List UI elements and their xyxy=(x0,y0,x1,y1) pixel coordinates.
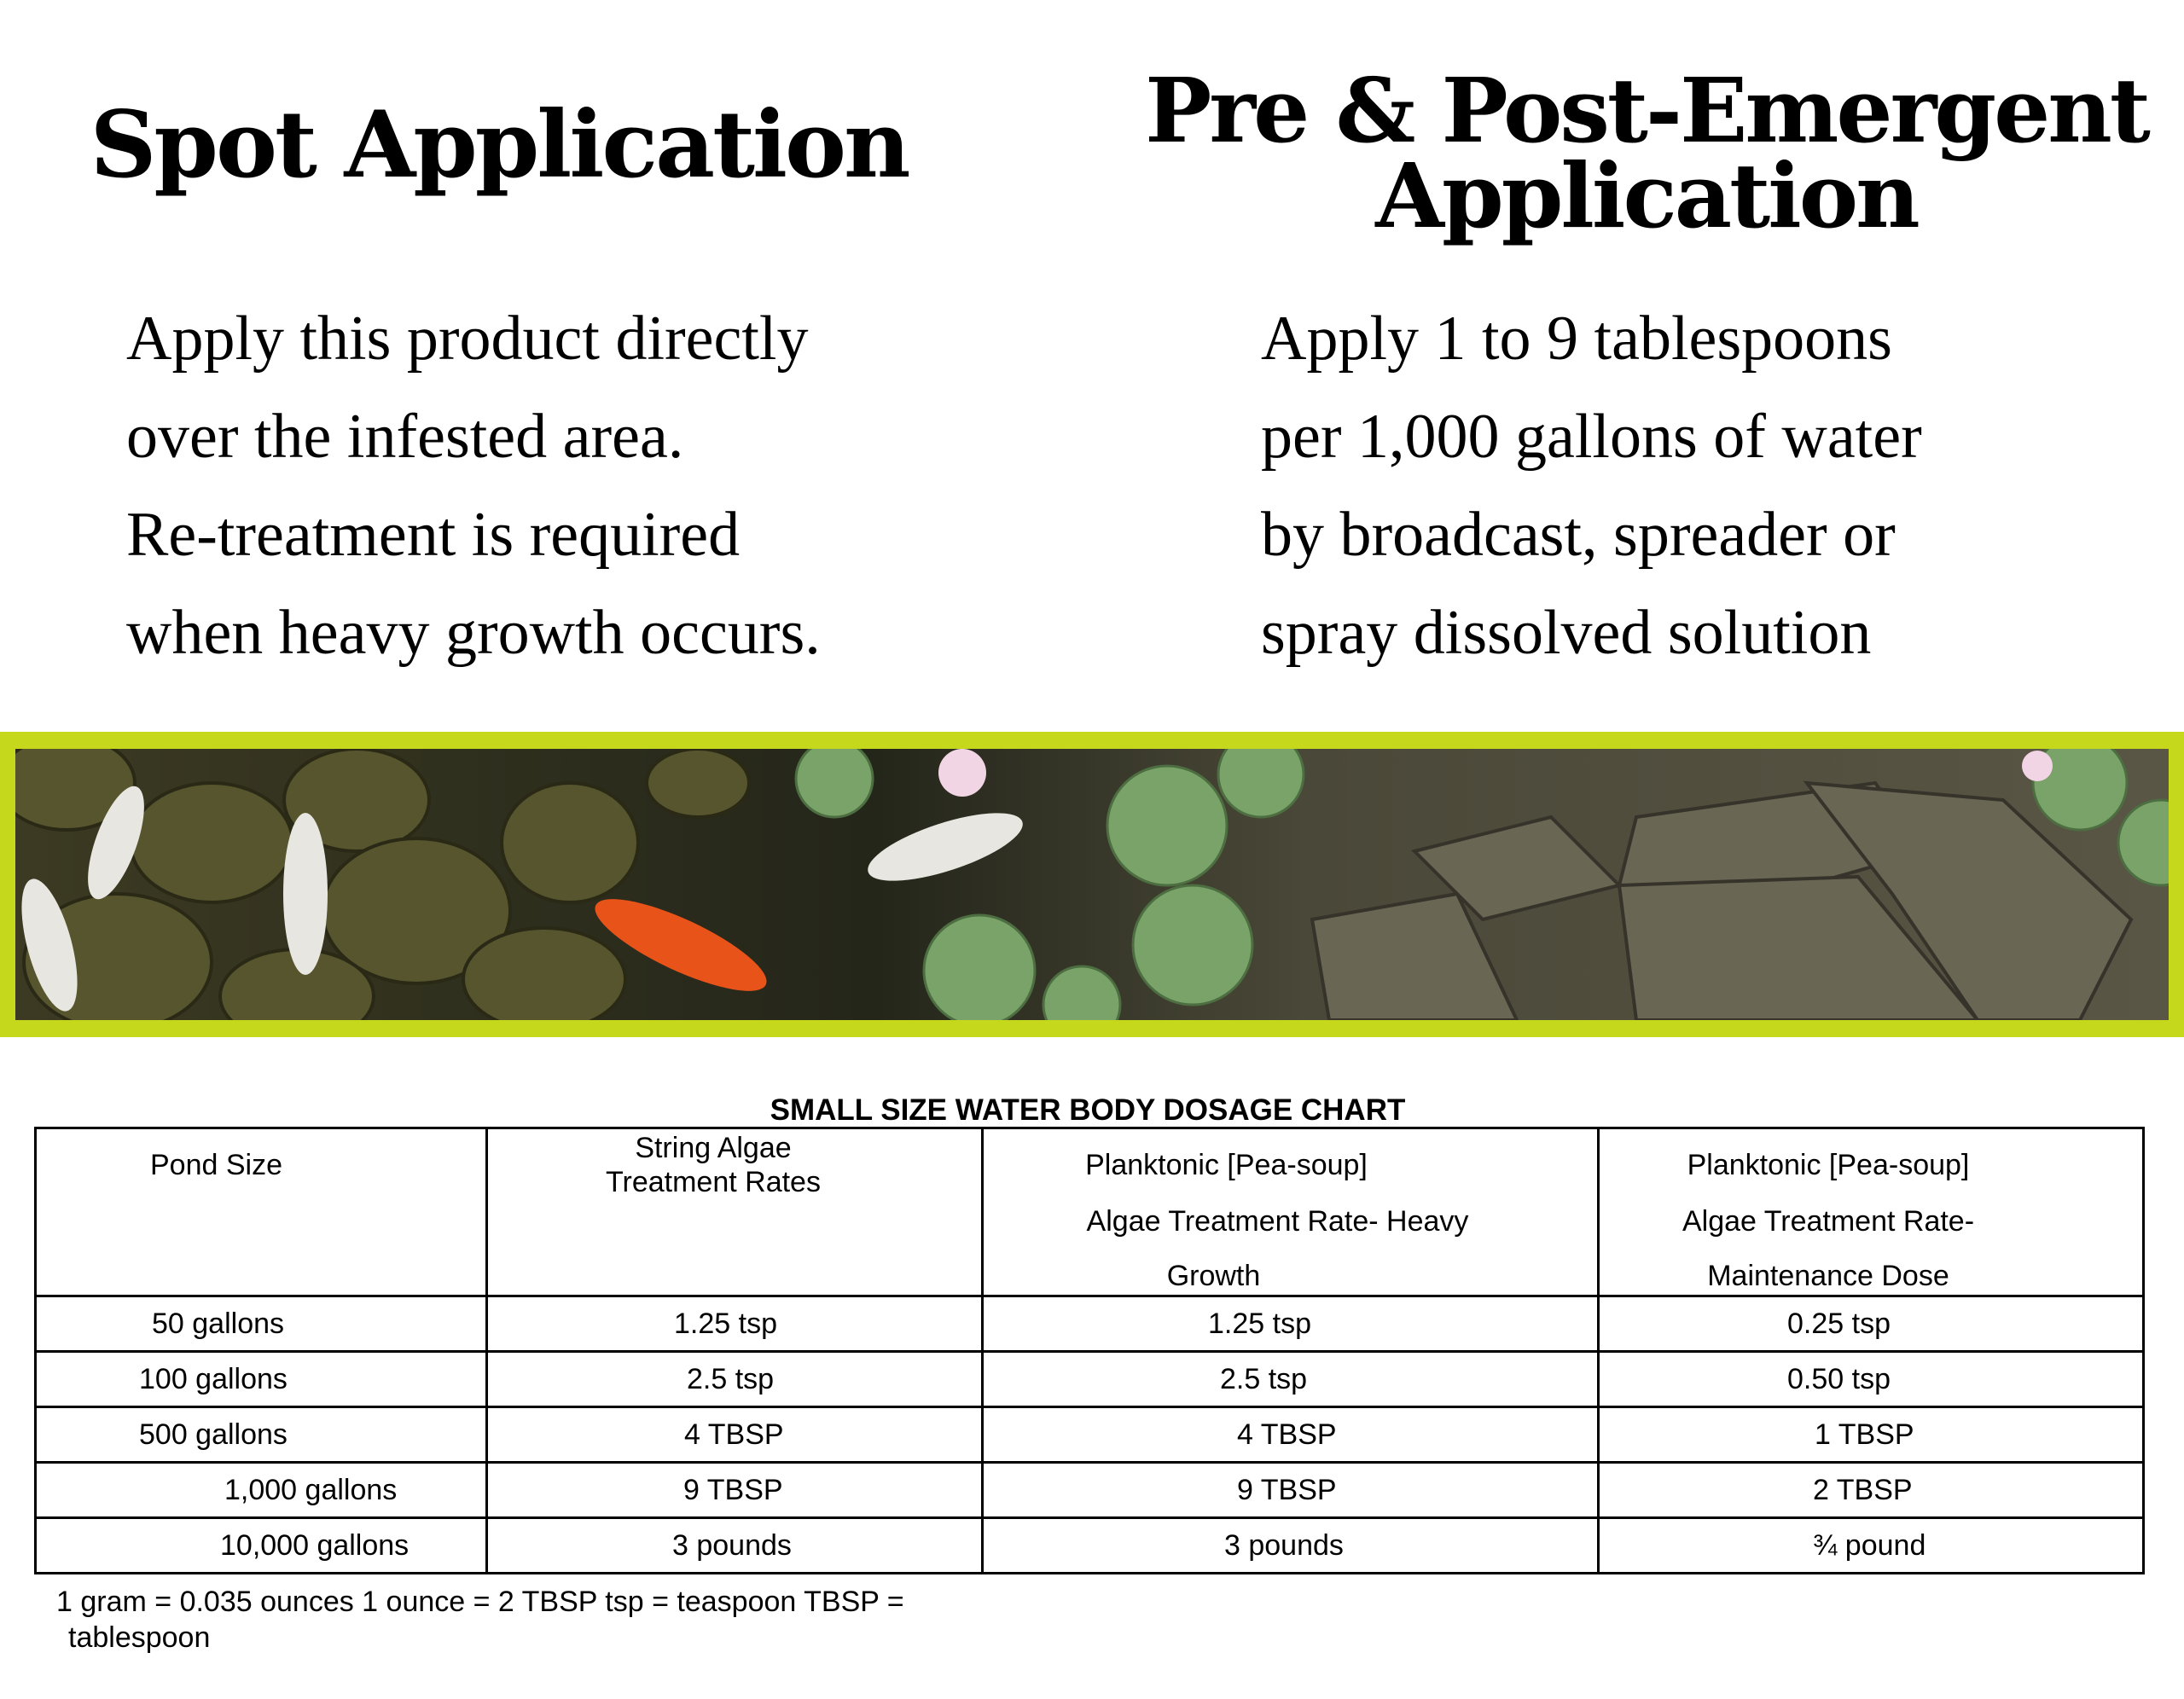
header-text: Pond Size xyxy=(150,1149,282,1181)
pre-post-title-line-1: Pre & Post-Emergent xyxy=(1145,58,2148,163)
heavy-growth-cell: 1.25 tsp xyxy=(983,1296,1599,1352)
spot-application-title: Spot Application xyxy=(90,91,909,199)
header-text: Maintenance Dose xyxy=(1707,1260,1949,1292)
dosage-chart-title: SMALL SIZE WATER BODY DOSAGE CHART xyxy=(770,1093,1406,1127)
pond-size-cell: 500 gallons xyxy=(36,1407,487,1463)
spot-text-line: when heavy growth occurs. xyxy=(126,598,821,668)
footnote-line: tablespoon xyxy=(68,1621,211,1654)
pond-size-cell: 10,000 gallons xyxy=(36,1518,487,1574)
string-algae-cell: 1.25 tsp xyxy=(487,1296,983,1352)
pre-post-title-line-2: Application xyxy=(1375,143,1918,248)
pre-post-text-line: per 1,000 gallons of water xyxy=(1261,402,1922,472)
maintenance-cell: ¾ pound xyxy=(1599,1518,2144,1574)
header-text: Algae Treatment Rate- xyxy=(1682,1205,1975,1238)
maintenance-cell: 0.50 tsp xyxy=(1599,1352,2144,1407)
footnote-line: 1 gram = 0.035 ounces 1 ounce = 2 TBSP tsp = teaspoon TBSP = xyxy=(56,1586,904,1618)
pre-post-text-line: Apply 1 to 9 tablespoons xyxy=(1261,304,1892,374)
table-header-row xyxy=(36,1128,2144,1296)
header-text: Algae Treatment Rate- Heavy xyxy=(1086,1205,1469,1238)
header-text: Growth xyxy=(1166,1260,1261,1292)
pond-size-cell: 1,000 gallons xyxy=(36,1463,487,1518)
dosage-table xyxy=(34,1127,2145,1574)
string-algae-cell: 2.5 tsp xyxy=(487,1352,983,1407)
spot-text-line: Apply this product directly xyxy=(126,304,809,374)
header-planktonic-heavy xyxy=(983,1128,1599,1296)
string-algae-cell: 9 TBSP xyxy=(487,1463,983,1518)
dosage-footnote xyxy=(56,1584,904,1656)
maintenance-cell: 0.25 tsp xyxy=(1599,1296,2144,1352)
table-row xyxy=(36,1407,2144,1463)
header-planktonic-maintenance xyxy=(1599,1128,2144,1296)
table-row xyxy=(36,1296,2144,1352)
header-pond-size xyxy=(36,1128,487,1296)
pond-size-cell: 100 gallons xyxy=(36,1352,487,1407)
heavy-growth-cell: 9 TBSP xyxy=(983,1463,1599,1518)
table-row xyxy=(36,1463,2144,1518)
heavy-growth-cell: 2.5 tsp xyxy=(983,1352,1599,1407)
pre-post-application-text xyxy=(1261,290,1922,682)
table-row xyxy=(36,1352,2144,1407)
header-text: String Algae xyxy=(635,1132,792,1164)
table-row xyxy=(36,1518,2144,1574)
pre-post-text-line: spray dissolved solution xyxy=(1261,598,1872,668)
spot-application-text xyxy=(126,290,821,682)
header-text: Planktonic [Pea-soup] xyxy=(1687,1149,1970,1181)
header-text: Planktonic [Pea-soup] xyxy=(1085,1149,1368,1181)
pond-photo-image xyxy=(15,749,2169,1020)
heavy-growth-cell: 3 pounds xyxy=(983,1518,1599,1574)
string-algae-cell: 3 pounds xyxy=(487,1518,983,1574)
heavy-growth-cell: 4 TBSP xyxy=(983,1407,1599,1463)
header-text: Treatment Rates xyxy=(606,1166,821,1198)
pond-photo-banner xyxy=(0,732,2184,1037)
spot-text-line: Re-treatment is required xyxy=(126,500,741,570)
maintenance-cell: 1 TBSP xyxy=(1599,1407,2144,1463)
pre-post-emergent-title xyxy=(1126,58,2167,248)
pond-size-cell: 50 gallons xyxy=(36,1296,487,1352)
string-algae-cell: 4 TBSP xyxy=(487,1407,983,1463)
pre-post-text-line: by broadcast, spreader or xyxy=(1261,500,1896,570)
maintenance-cell: 2 TBSP xyxy=(1599,1463,2144,1518)
spot-text-line: over the infested area. xyxy=(126,402,684,472)
